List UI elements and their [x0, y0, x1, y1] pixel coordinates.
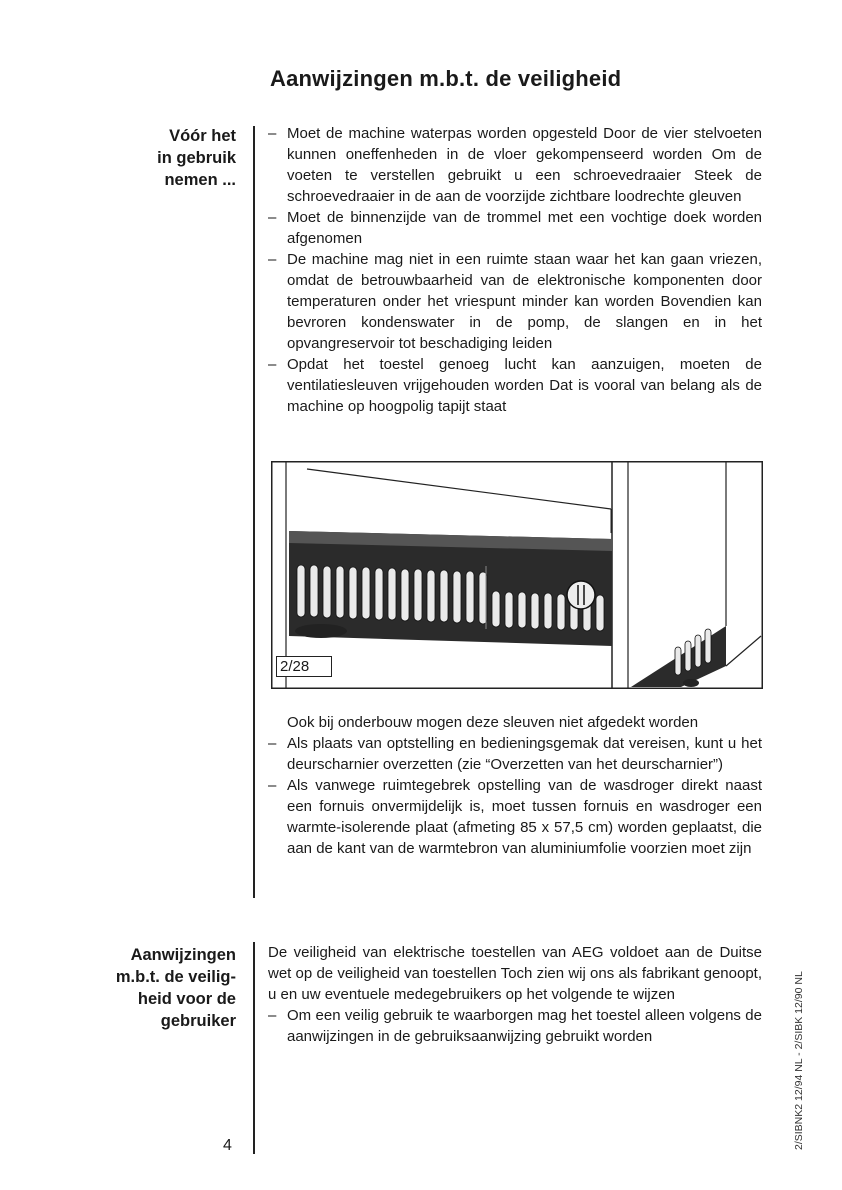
list-item: – Moet de machine waterpas worden opgesteld Door de vier stelvoeten kunnen oneffenheden in de vloer gekompenseerd worden Om de voeten te verstellen gebruikt u een schroevedraaier Steek de schroevedraaier in de aan de voorzijde zichtbare loodrechte gleuven [268, 123, 762, 207]
list-item: – Als plaats van optstelling en bedieningsgemak dat vereisen, kunt u het deurscharnier overzetten (zie “Overzetten van het deurscharnier”) [268, 733, 762, 775]
figure-label: 2/28 [276, 656, 332, 677]
side-heading-line: nemen ... [164, 171, 236, 189]
dryer-illustration [271, 461, 763, 689]
section-divider-rule [253, 942, 255, 1154]
side-heading-line: Vóór het [169, 127, 236, 145]
list-item: – Als vanwege ruimtegebrek opstelling van de wasdroger direkt naast een fornuis onvermijdelijk is, moet tussen fornuis en wasdroger een warmte-isolerende plaat (afmeting 85 x 57,5 cm) worden geplaatst, die aan de kant van de warmtebron van aluminiumfolie voorzien moet zijn [268, 775, 762, 859]
section1-continuation [268, 712, 762, 859]
page-number: 4 [223, 1137, 232, 1154]
side-heading-user-safety [116, 944, 236, 1032]
side-heading-line: Aanwijzingen [130, 946, 236, 964]
side-heading-line: in gebruik [157, 149, 236, 167]
section-divider-rule [253, 126, 255, 898]
page-title: Aanwijzingen m.b.t. de veiligheid [270, 66, 622, 91]
list-item: – Opdat het toestel genoeg lucht kan aanzuigen, moeten de ventilatiesleuven vrijgehouden worden Dat is vooral van belang als de machine op hoogpolig tapijt staat [268, 354, 762, 417]
list-item: – Om een veilig gebruik te waarborgen mag het toestel alleen volgens de aanwijzingen in de gebruiksaanwijzing gebruikt worden [268, 1005, 762, 1047]
side-heading-line: gebruiker [160, 1012, 236, 1030]
side-heading-line: m.b.t. de veilig- [115, 968, 236, 986]
list-item: – De machine mag niet in een ruimte staan waar het kan gaan vriezen, omdat de betrouwbaarheid van de elektronische komponenten door temperaturen onder het vriespunt minder kan worden Bovendien kan bevroren kondenswater in de pomp, de slangen en in het opvangreservoir tot beschadiging leiden [268, 249, 762, 354]
side-heading-line: heid voor de [137, 990, 236, 1008]
document-code: 2/SIBNK2 12/94 NL - 2/SIBK 12/90 NL [793, 971, 805, 1150]
ventilation-slots-figure [271, 461, 763, 689]
section2-text [268, 942, 762, 1047]
section1-list [268, 123, 762, 417]
paragraph: De veiligheid van elektrische toestellen van AEG voldoet aan de Duitse wet op de veiligheid van toestellen Toch zien wij ons als fabrikant genoopt, u en uw eventuele medegebruikers op het volgende te wijzen [268, 944, 762, 1003]
paragraph: Ook bij onderbouw mogen deze sleuven niet afgedekt worden [287, 714, 699, 731]
side-heading-before-use [157, 125, 236, 191]
list-item: – Moet de binnenzijde van de trommel met een vochtige doek worden afgenomen [268, 207, 762, 249]
